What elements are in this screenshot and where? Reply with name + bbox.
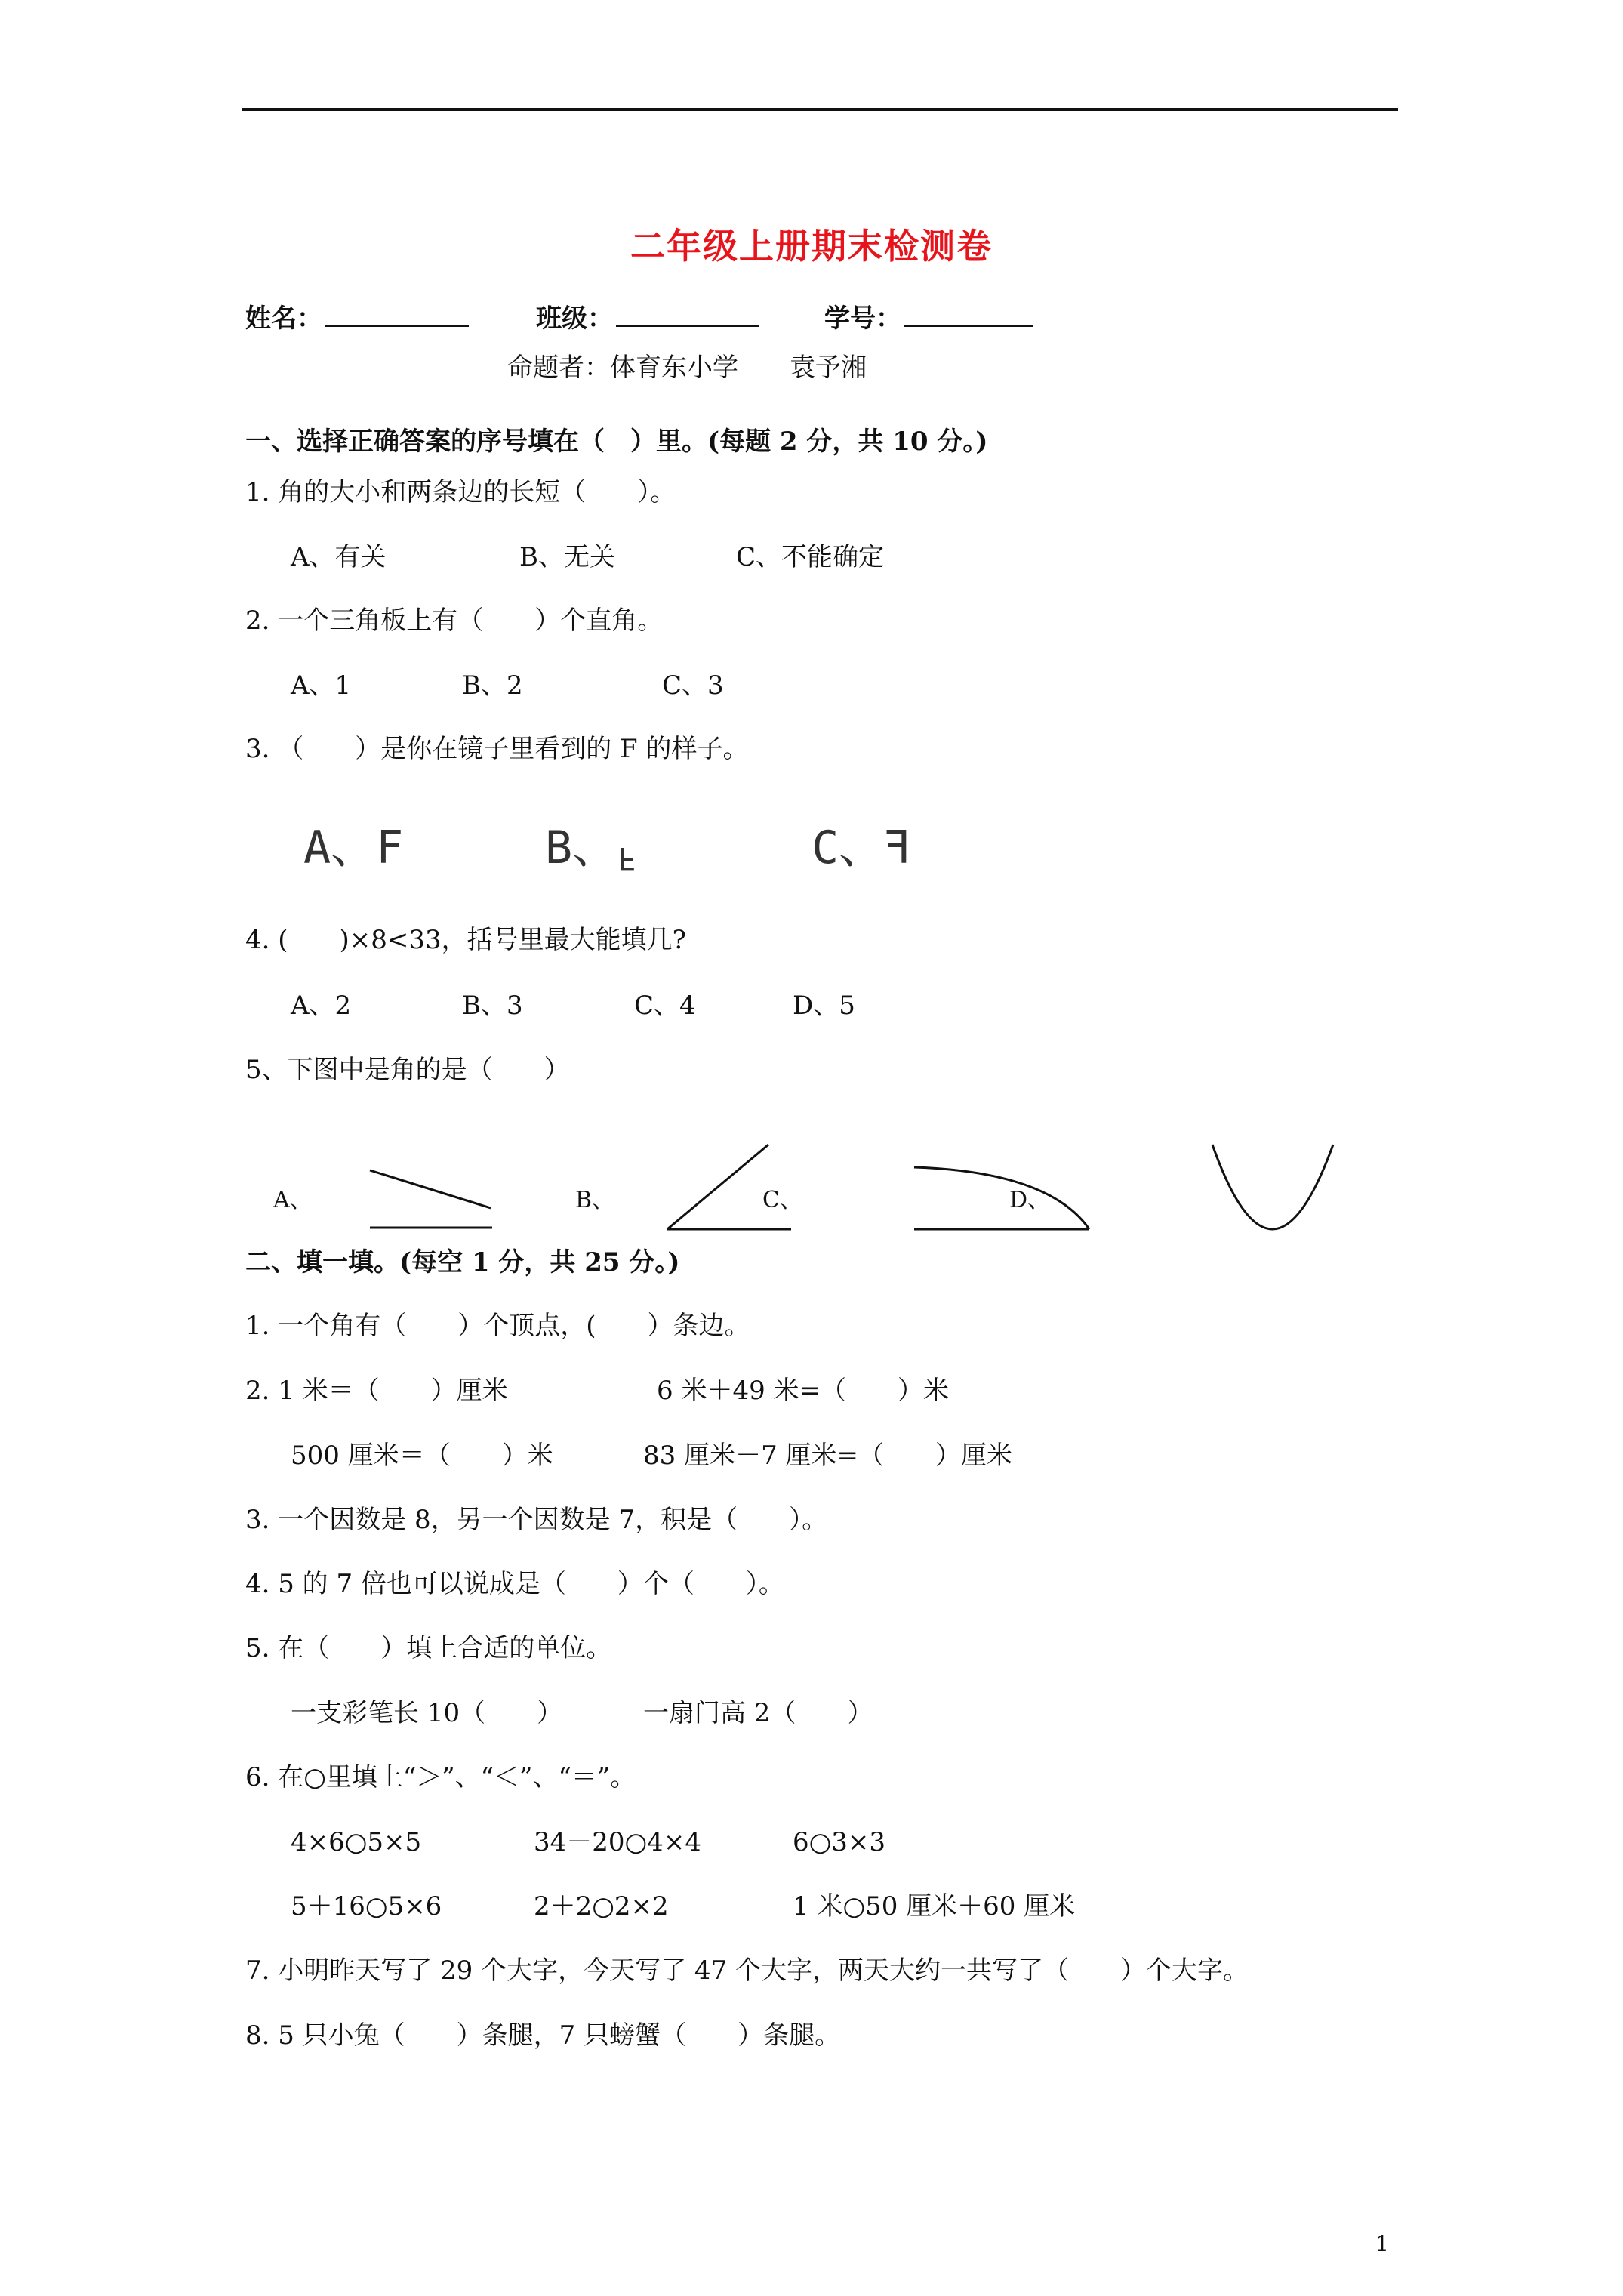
s2-q6c: 6○3×3	[793, 1827, 886, 1857]
s1-q4-option-b: B、3	[462, 991, 523, 1021]
section1-heading: 一、选择正确答案的序号填在（ ）里。(每题 2 分，共 10 分。)	[245, 427, 988, 457]
s1-q4-option-a: A、2	[291, 991, 352, 1021]
name-label: 姓名：	[245, 304, 322, 334]
s2-q2a: 2. 1 米＝（ ）厘米	[245, 1376, 508, 1406]
header-rule	[242, 108, 1398, 111]
s1-q2-option-a: A、1	[291, 670, 352, 701]
s2-q6: 6. 在○里填上“＞”、“＜”、“＝”。	[245, 1762, 636, 1792]
author-line: 命题者：体育东小学 袁予湘	[507, 353, 867, 383]
s1-q3-option-a	[303, 812, 403, 877]
id-field	[824, 302, 1033, 334]
s2-q8: 8. 5 只小兔（ ）条腿，7 只螃蟹（ ）条腿。	[245, 2020, 841, 2051]
s1-q4-option-d: D、5	[793, 991, 855, 1021]
s2-q1: 1. 一个角有（ ）个顶点，( ）条边。	[245, 1311, 750, 1341]
s1-q3-b-glyph: F	[617, 840, 636, 875]
s1-q3-option-c	[812, 812, 911, 877]
s2-q6b: 34－20○4×4	[534, 1827, 701, 1857]
s1-q4-option-c: C、4	[634, 991, 696, 1021]
s1-q2-option-c: C、3	[662, 670, 724, 701]
s1-q3-a-glyph: F	[376, 821, 404, 874]
s1-q1-option-b: B、无关	[519, 542, 615, 572]
page-number: 1	[1375, 2231, 1389, 2256]
id-blank[interactable]	[904, 302, 1033, 327]
s1-q3-a-label: A、	[303, 821, 377, 874]
s2-q5a: 一支彩笔长 10（ ）	[291, 1698, 563, 1728]
s1-q5-label-d: D、	[1009, 1187, 1051, 1213]
s2-q5: 5. 在（ ）填上合适的单位。	[245, 1633, 612, 1663]
s1-q5-label-c: C、	[762, 1187, 802, 1213]
s1-q5-figure-a	[362, 1163, 498, 1231]
s1-q5-figure-c	[910, 1163, 1098, 1234]
s2-q2c: 500 厘米＝（ ）米	[291, 1441, 553, 1471]
s1-q5: 5、下图中是角的是（ ）	[245, 1055, 570, 1085]
s1-q2: 2. 一个三角板上有（ ）个直角。	[245, 606, 664, 636]
s1-q5-label-a: A、	[273, 1187, 313, 1213]
class-blank[interactable]	[616, 302, 759, 327]
s2-q6a: 4×6○5×5	[291, 1827, 422, 1857]
s1-q5-figure-d	[1208, 1140, 1340, 1238]
s1-q1-option-c: C、不能确定	[736, 542, 885, 572]
s2-q6d: 5＋16○5×6	[291, 1891, 442, 1922]
s1-q3-option-b	[545, 812, 636, 877]
s1-q2-option-b: B、2	[462, 670, 523, 701]
s1-q3-b-label: B、	[545, 821, 618, 874]
s2-q2d: 83 厘米－7 厘米=（ ）厘米	[643, 1441, 1012, 1471]
id-label: 学号：	[824, 304, 901, 334]
s2-q5b: 一扇门高 2（ ）	[643, 1698, 873, 1728]
s2-q6f: 1 米○50 厘米＋60 厘米	[793, 1891, 1076, 1922]
s1-q3-c-label: C、	[812, 821, 885, 874]
s1-q4: 4. ( )×8<33，括号里最大能填几?	[245, 925, 686, 955]
s1-q3: 3. （ ）是你在镜子里看到的 F 的样子。	[245, 734, 749, 764]
s1-q1: 1. 角的大小和两条边的长短（ ）。	[245, 477, 676, 507]
page-title: 二年级上册期末检测卷	[630, 226, 993, 267]
class-field	[536, 302, 759, 334]
s1-q5-label-b: B、	[575, 1187, 615, 1213]
class-label: 班级：	[536, 304, 613, 334]
name-blank[interactable]	[325, 302, 469, 327]
section2-heading: 二、填一填。(每空 1 分，共 25 分。)	[245, 1247, 680, 1277]
s2-q7: 7. 小明昨天写了 29 个大字，今天写了 47 个大字，两天大约一共写了（ ）个大字。	[245, 1955, 1249, 1986]
s1-q1-option-a: A、有关	[291, 542, 387, 572]
s1-q3-c-glyph: F	[884, 821, 912, 874]
name-field	[245, 302, 469, 334]
s2-q4: 4. 5 的 7 倍也可以说成是（ ）个（ ）。	[245, 1569, 784, 1599]
s2-q6e: 2＋2○2×2	[534, 1891, 669, 1922]
s2-q3: 3. 一个因数是 8，另一个因数是 7，积是（ ）。	[245, 1505, 828, 1535]
s2-q2b: 6 米＋49 米=（ ）米	[657, 1376, 949, 1406]
